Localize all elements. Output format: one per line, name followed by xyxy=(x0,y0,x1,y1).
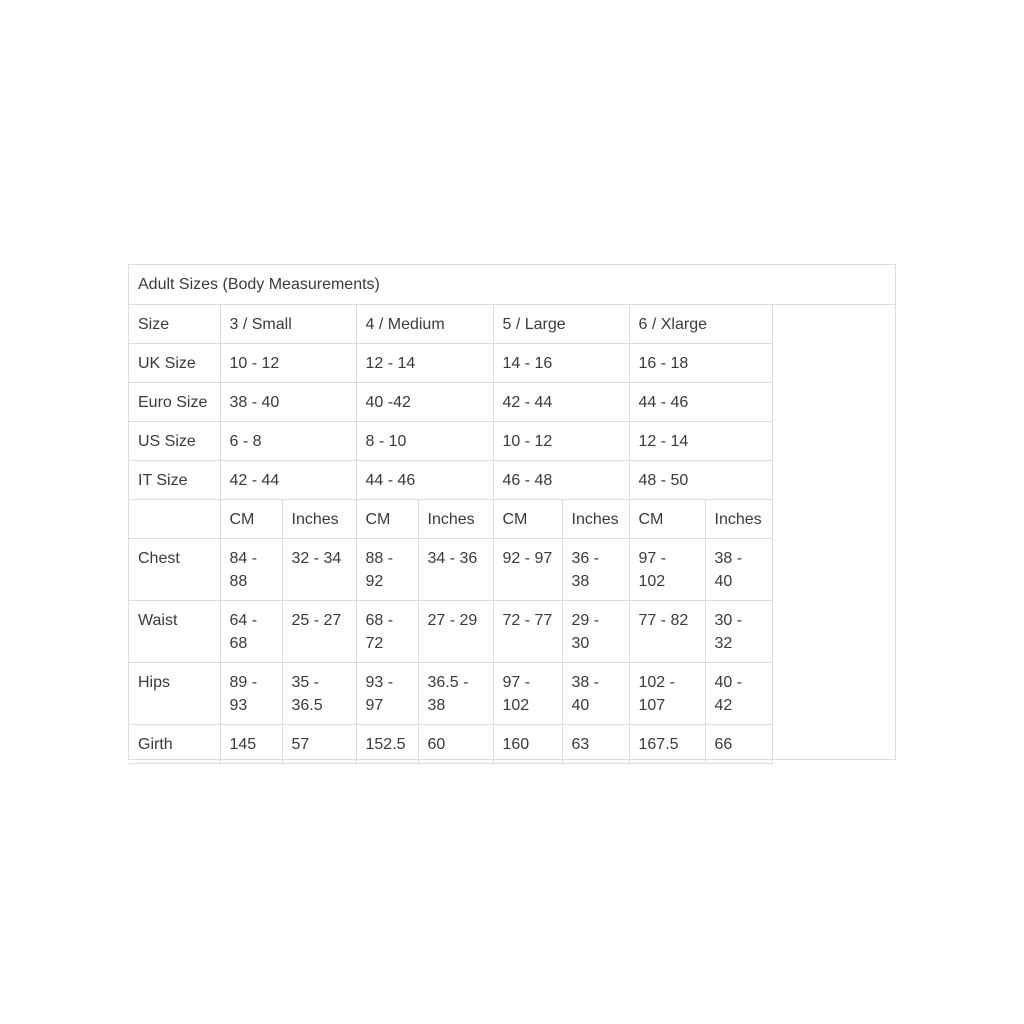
size-cell: 16 - 18 xyxy=(629,343,772,382)
measurement-cell: 64 - 68 xyxy=(220,600,282,662)
row-label: Size xyxy=(129,304,220,343)
table-caption: Adult Sizes (Body Measurements) xyxy=(129,265,896,304)
table-row xyxy=(129,343,896,382)
measurement-cell: 97 - 102 xyxy=(629,538,705,600)
unit-header: CM xyxy=(493,499,562,538)
measurement-cell: 29 - 30 xyxy=(562,600,629,662)
row-label xyxy=(129,499,220,538)
measurement-cell: 167.5 xyxy=(629,724,705,763)
empty-cell xyxy=(772,724,896,763)
measurement-cell: 36.5 - 38 xyxy=(418,662,493,724)
measurement-cell: 38 - 40 xyxy=(562,662,629,724)
measurement-cell: 68 - 72 xyxy=(356,600,418,662)
size-chart xyxy=(128,264,896,760)
unit-header: Inches xyxy=(705,499,772,538)
empty-cell xyxy=(772,343,896,382)
measurement-cell: 88 - 92 xyxy=(356,538,418,600)
size-cell: 14 - 16 xyxy=(493,343,629,382)
size-cell: 12 - 14 xyxy=(629,421,772,460)
empty-cell xyxy=(772,538,896,600)
unit-header: CM xyxy=(356,499,418,538)
row-label: Hips xyxy=(129,662,220,724)
empty-cell xyxy=(772,421,896,460)
row-label: UK Size xyxy=(129,343,220,382)
size-cell: 42 - 44 xyxy=(493,382,629,421)
size-cell: 8 - 10 xyxy=(356,421,493,460)
size-cell: 10 - 12 xyxy=(220,343,356,382)
size-cell: 4 / Medium xyxy=(356,304,493,343)
measurement-cell: 152.5 xyxy=(356,724,418,763)
empty-cell xyxy=(772,600,896,662)
units-row xyxy=(129,499,896,538)
table-row xyxy=(129,724,896,763)
caption-row xyxy=(129,265,896,304)
measurement-cell: 34 - 36 xyxy=(418,538,493,600)
unit-header: Inches xyxy=(418,499,493,538)
empty-cell xyxy=(772,499,896,538)
table-row xyxy=(129,662,896,724)
measurement-cell: 72 - 77 xyxy=(493,600,562,662)
measurement-cell: 160 xyxy=(493,724,562,763)
measurement-cell: 30 - 32 xyxy=(705,600,772,662)
size-cell: 42 - 44 xyxy=(220,460,356,499)
size-cell: 12 - 14 xyxy=(356,343,493,382)
measurement-cell: 77 - 82 xyxy=(629,600,705,662)
size-cell: 6 / Xlarge xyxy=(629,304,772,343)
size-chart-table xyxy=(129,265,896,764)
row-label: IT Size xyxy=(129,460,220,499)
measurement-cell: 40 - 42 xyxy=(705,662,772,724)
measurement-cell: 35 - 36.5 xyxy=(282,662,356,724)
table-row xyxy=(129,382,896,421)
measurement-cell: 92 - 97 xyxy=(493,538,562,600)
unit-header: CM xyxy=(220,499,282,538)
measurement-cell: 25 - 27 xyxy=(282,600,356,662)
measurement-cell: 97 - 102 xyxy=(493,662,562,724)
empty-cell xyxy=(772,382,896,421)
row-label: Waist xyxy=(129,600,220,662)
measurement-cell: 57 xyxy=(282,724,356,763)
row-label: Euro Size xyxy=(129,382,220,421)
row-label: Chest xyxy=(129,538,220,600)
table-row xyxy=(129,460,896,499)
size-cell: 40 -42 xyxy=(356,382,493,421)
row-label: US Size xyxy=(129,421,220,460)
unit-header: Inches xyxy=(282,499,356,538)
empty-cell xyxy=(772,304,896,343)
table-row xyxy=(129,421,896,460)
unit-header: Inches xyxy=(562,499,629,538)
size-cell: 46 - 48 xyxy=(493,460,629,499)
table-row xyxy=(129,304,896,343)
measurement-cell: 84 - 88 xyxy=(220,538,282,600)
measurement-cell: 63 xyxy=(562,724,629,763)
size-cell: 44 - 46 xyxy=(356,460,493,499)
measurement-cell: 93 - 97 xyxy=(356,662,418,724)
measurement-cell: 66 xyxy=(705,724,772,763)
measurement-cell: 145 xyxy=(220,724,282,763)
empty-cell xyxy=(772,662,896,724)
table-row xyxy=(129,600,896,662)
row-label: Girth xyxy=(129,724,220,763)
measurement-cell: 36 - 38 xyxy=(562,538,629,600)
measurement-cell: 89 - 93 xyxy=(220,662,282,724)
size-cell: 3 / Small xyxy=(220,304,356,343)
size-cell: 10 - 12 xyxy=(493,421,629,460)
size-cell: 5 / Large xyxy=(493,304,629,343)
size-cell: 38 - 40 xyxy=(220,382,356,421)
table-row xyxy=(129,538,896,600)
empty-cell xyxy=(772,460,896,499)
measurement-cell: 32 - 34 xyxy=(282,538,356,600)
size-cell: 48 - 50 xyxy=(629,460,772,499)
size-cell: 44 - 46 xyxy=(629,382,772,421)
unit-header: CM xyxy=(629,499,705,538)
measurement-cell: 38 - 40 xyxy=(705,538,772,600)
measurement-cell: 27 - 29 xyxy=(418,600,493,662)
measurement-cell: 102 - 107 xyxy=(629,662,705,724)
size-cell: 6 - 8 xyxy=(220,421,356,460)
measurement-cell: 60 xyxy=(418,724,493,763)
